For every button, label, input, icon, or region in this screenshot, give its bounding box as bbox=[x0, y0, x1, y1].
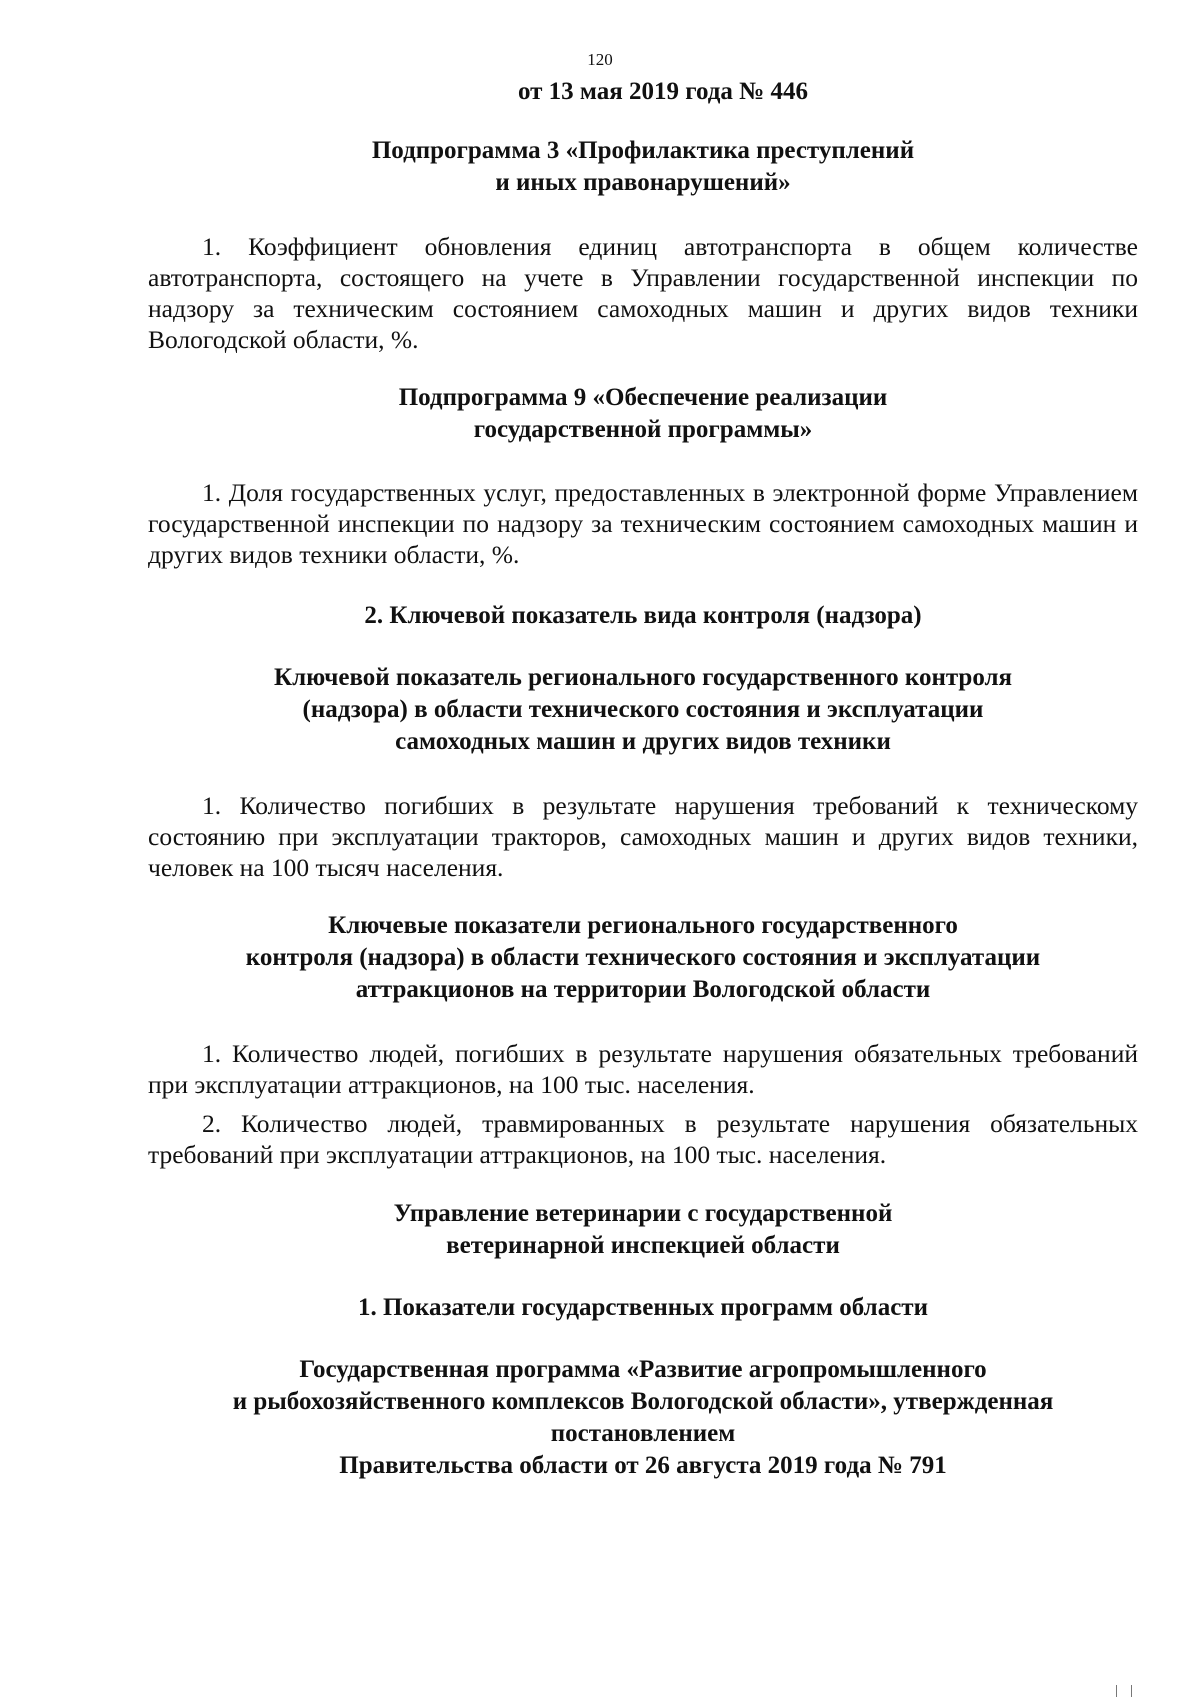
attractions-heading bbox=[148, 910, 1138, 1006]
heading-line: Подпрограмма 3 «Профилактика преступлений bbox=[371, 137, 915, 164]
heading-line: Ключевой показатель регионального государственного контроля bbox=[273, 664, 1013, 691]
page-number: 120 bbox=[587, 50, 613, 69]
self-propelled-machines-heading bbox=[148, 662, 1138, 758]
heading-line: Подпрограмма 9 «Обеспечение реализации bbox=[398, 384, 888, 411]
subprogram-9-item-1: 1. Доля государственных услуг, предоставленных в электронной форме Управлением государственной инспекции по надзору за техническим состоянием самоходных машин и других видов техники области, %. bbox=[148, 478, 1138, 569]
agro-program-heading bbox=[148, 1354, 1138, 1482]
attractions-item-2: 2. Количество людей, травмированных в результате нарушения обязательных требований при эксплуатации аттракционов, на 100 тыс. населения. bbox=[148, 1109, 1138, 1169]
heading-line: Ключевые показатели регионального государственного bbox=[328, 912, 958, 939]
subprogram-3-item-1: 1. Коэффициент обновления единиц автотранспорта в общем количестве автотранспорта, состоящего на учете в Управлении государственной инспекции по надзору за техническим состоянием самоходных машин и других видов техники Вологодской области, %. bbox=[148, 232, 1138, 354]
scan-corner-mark bbox=[1116, 1685, 1132, 1697]
key-indicator-heading: 2. Ключевой показатель вида контроля (надзора) bbox=[364, 602, 922, 629]
heading-line: самоходных машин и других видов техники bbox=[395, 728, 891, 755]
veterinary-department-heading bbox=[148, 1198, 1138, 1262]
attractions-item-1: 1. Количество людей, погибших в результате нарушения обязательных требований при эксплуатации аттракционов, на 100 тыс. населения. bbox=[148, 1039, 1138, 1099]
state-programs-heading: 1. Показатели государственных программ области bbox=[357, 1294, 928, 1321]
document-body bbox=[148, 76, 1138, 1482]
heading-line: государственной программы» bbox=[473, 416, 813, 443]
heading-line: Государственная программа «Развитие агропромышленного bbox=[299, 1356, 987, 1383]
subprogram-3-heading bbox=[148, 135, 1138, 199]
heading-line: Управление ветеринарии с государственной bbox=[393, 1200, 893, 1227]
heading-line: аттракционов на территории Вологодской области bbox=[355, 976, 931, 1003]
heading-line: и рыбохозяйственного комплексов Вологодской области», утвержденная постановлением bbox=[232, 1388, 1054, 1447]
heading-line: контроля (надзора) в области технического состояния и эксплуатации bbox=[245, 944, 1041, 971]
heading-line: и иных правонарушений» bbox=[495, 169, 791, 196]
subprogram-9-heading bbox=[148, 382, 1138, 446]
heading-line: ветеринарной инспекцией области bbox=[446, 1232, 840, 1259]
heading-line: (надзора) в области технического состояния и эксплуатации bbox=[302, 696, 984, 723]
heading-line: Правительства области от 26 августа 2019 года № 791 bbox=[339, 1452, 947, 1479]
self-propelled-item-1: 1. Количество погибших в результате нарушения требований к техническому состоянию при эксплуатации тракторов, самоходных машин и других видов техники, человек на 100 тысяч населения. bbox=[148, 791, 1138, 882]
document-date-line: от 13 мая 2019 года № 446 bbox=[517, 78, 809, 105]
